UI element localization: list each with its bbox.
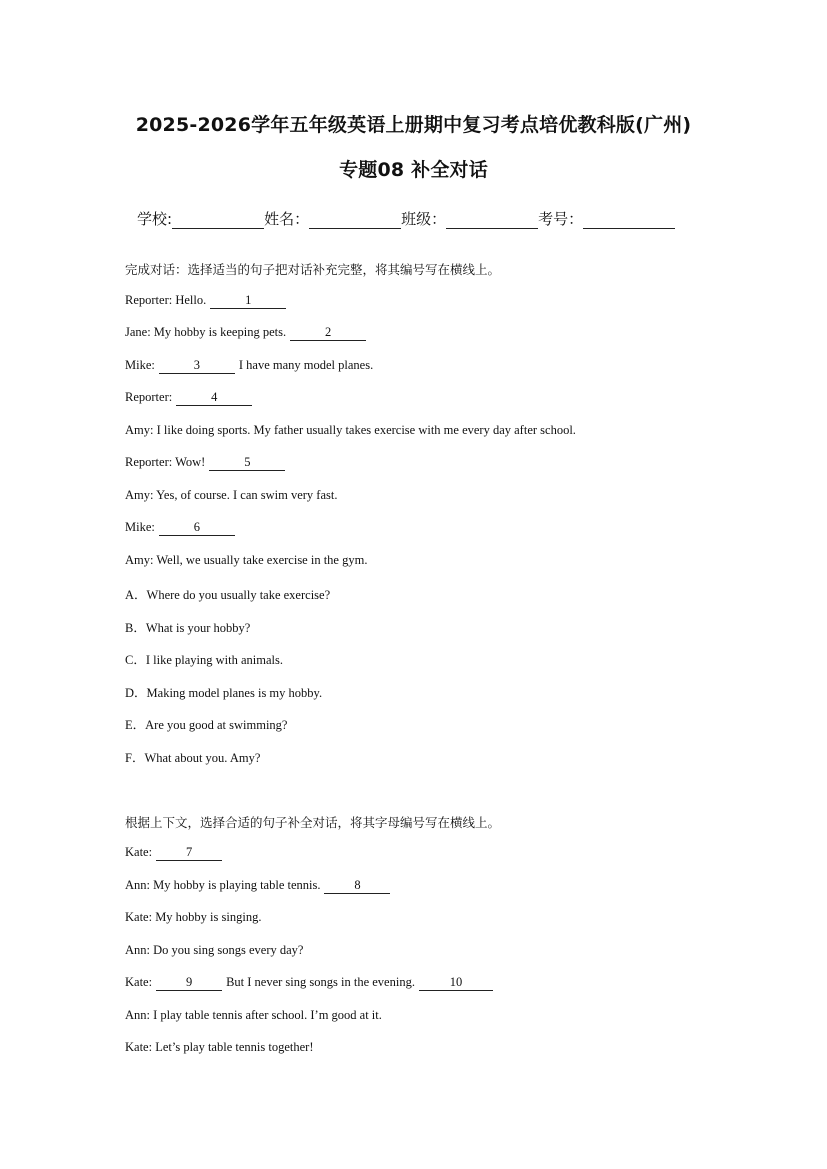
dialogue-line: Reporter: Hello. 1 — [125, 293, 290, 309]
answer-blank[interactable]: 4 — [176, 390, 252, 406]
answer-blank[interactable]: 1 — [210, 293, 286, 309]
answer-blank[interactable]: 8 — [324, 878, 390, 894]
dialogue-line: Mike: 6 — [125, 520, 239, 536]
answer-blank[interactable]: 5 — [209, 455, 285, 471]
dialogue-line: Kate: Let’s play table tennis together! — [125, 1040, 314, 1054]
class-label: 班级： — [401, 210, 447, 228]
section1-instruction: 完成对话：选择适当的句子把对话补充完整，将其编号写在横线上。 — [125, 262, 501, 277]
answer-blank[interactable]: 9 — [156, 975, 222, 991]
dialogue-line: Reporter: 4 — [125, 390, 256, 406]
dialogue-line: Ann: My hobby is playing table tennis. 8 — [125, 878, 394, 894]
dialogue-line: Ann: I play table tennis after school. I’m good at it. — [125, 1008, 382, 1022]
dialogue-line: Reporter: Wow! 5 — [125, 455, 289, 471]
exam-no-line[interactable] — [583, 212, 675, 229]
document-subtitle: 专题08 补全对话 — [339, 159, 488, 181]
dialogue-line: Mike: 3 I have many model planes. — [125, 358, 374, 372]
option-e: E．Are you good at swimming? — [125, 718, 288, 732]
option-f: F．What about you. Amy? — [125, 751, 261, 765]
answer-blank[interactable]: 6 — [159, 520, 235, 536]
school-line[interactable] — [172, 212, 264, 229]
option-c: C．I like playing with animals. — [125, 653, 283, 667]
option-b: B．What is your hobby? — [125, 621, 251, 635]
dialogue-line: Amy: I like doing sports. My father usually takes exercise with me every day after school. — [125, 423, 576, 437]
student-info-fields — [137, 208, 675, 229]
answer-blank[interactable]: 3 — [159, 358, 235, 374]
name-line[interactable] — [309, 212, 401, 229]
dialogue-line: Kate: 9 But I never sing songs in the evening. 10 — [125, 975, 497, 991]
dialogue-line: Kate: My hobby is singing. — [125, 910, 262, 924]
class-line[interactable] — [446, 212, 538, 229]
exam-no-label: 考号： — [538, 210, 584, 228]
dialogue-line: Jane: My hobby is keeping pets. 2 — [125, 325, 370, 341]
dialogue-line: Amy: Yes, of course. I can swim very fast. — [125, 488, 338, 502]
section2-instruction: 根据上下文，选择合适的句子补全对话，将其字母编号写在横线上。 — [125, 815, 501, 830]
answer-blank[interactable]: 10 — [419, 975, 493, 991]
document-title: 2025-2026学年五年级英语上册期中复习考点培优教科版(广州) — [135, 114, 692, 136]
answer-blank[interactable]: 7 — [156, 845, 222, 861]
school-label: 学校: — [137, 210, 173, 228]
name-label: 姓名： — [264, 210, 310, 228]
option-d: D．Making model planes is my hobby. — [125, 686, 323, 700]
answer-blank[interactable]: 2 — [290, 325, 366, 341]
dialogue-line: Ann: Do you sing songs every day? — [125, 943, 304, 957]
dialogue-line: Amy: Well, we usually take exercise in the gym. — [125, 553, 368, 567]
option-a: A．Where do you usually take exercise? — [125, 588, 331, 602]
dialogue-line: Kate: 7 — [125, 845, 226, 861]
